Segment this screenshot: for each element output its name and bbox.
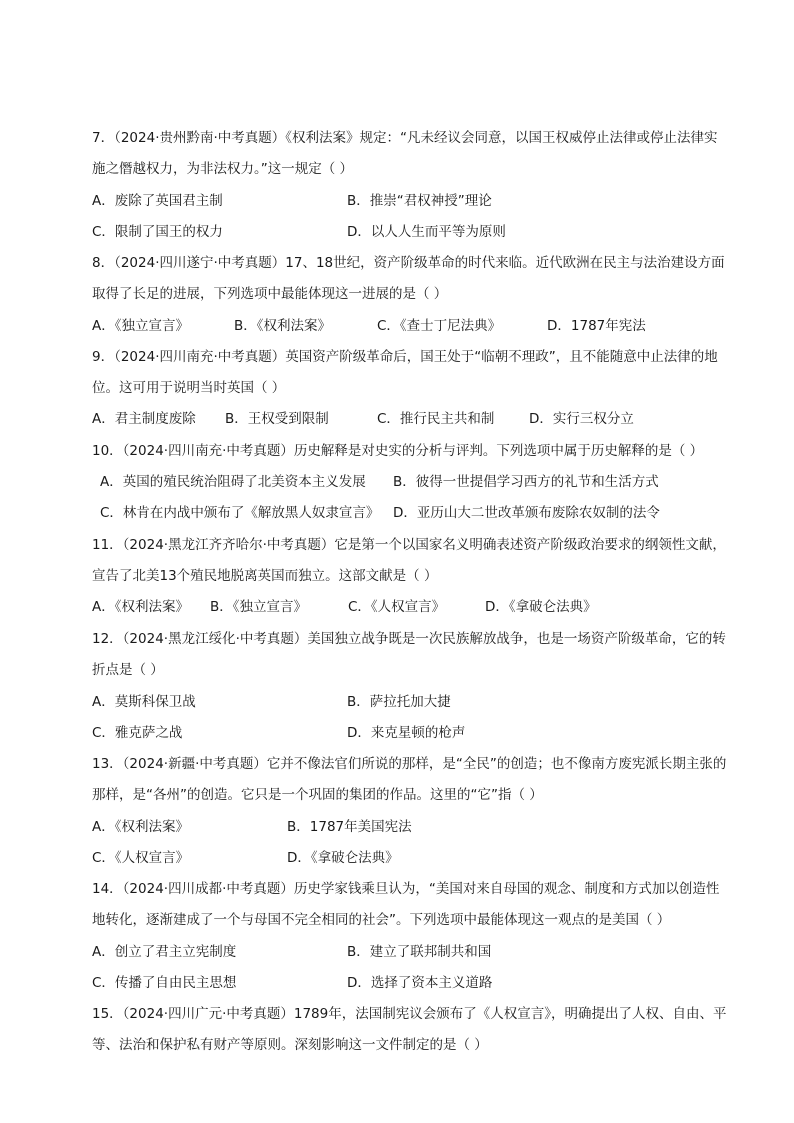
question-11-stem-line-1: 11．（2024·黑龙江齐齐哈尔·中考真题）它是第一个以国家名义明确表述资产阶级政治要求的纲领性文献， [92, 537, 726, 553]
question-9-option-a[interactable]: A．君主制度废除 [92, 411, 196, 427]
question-10-option-c[interactable]: C．林肯在内战中颁布了《解放黑人奴隶宣言》 [100, 505, 380, 521]
question-10-option-a[interactable]: A．英国的殖民统治阻碍了北美资本主义发展 [100, 474, 366, 490]
question-13-option-b[interactable]: B．1787年美国宪法 [287, 819, 412, 835]
question-8-stem-line-1: 8．（2024·四川遂宁·中考真题）17、18世纪，资产阶级革命的时代来临。近代欧洲在民主与法治建设方面 [92, 255, 725, 271]
question-14-option-a[interactable]: A．创立了君主立宪制度 [92, 944, 237, 960]
question-11-option-a[interactable]: A．《权利法案》 [92, 599, 189, 615]
question-9-option-d[interactable]: D．实行三权分立 [529, 411, 634, 427]
question-12-stem-line-1: 12．（2024·黑龙江绥化·中考真题）美国独立战争既是一次民族解放战争，也是一场资产阶级革命，它的转 [92, 631, 726, 647]
question-7-stem-line-1: 7．（2024·贵州黔南·中考真题）《权利法案》规定：“凡未经议会同意，以国王权威停止法律或停止法律实 [92, 130, 718, 146]
question-13-option-a[interactable]: A．《权利法案》 [92, 819, 189, 835]
question-13-stem-line-2: 那样，是“各州”的创造。它只是一个巩固的集团的作品。这里的“它”指（ ） [92, 787, 543, 803]
question-13-stem-line-1: 13．（2024·新疆·中考真题）它并不像法官们所说的那样，是“全民”的创造；也不像南方废宪派长期主张的 [92, 756, 727, 772]
question-11-stem-line-2: 宣告了北美13个殖民地脱离英国而独立。这部文献是（ ） [92, 568, 438, 584]
question-11-option-d[interactable]: D．《拿破仑法典》 [485, 599, 597, 615]
question-14-option-c[interactable]: C．传播了自由民主思想 [92, 975, 237, 991]
question-7-stem-line-2: 施之僭越权力，为非法权力。”这一规定（ ） [92, 161, 354, 177]
question-14-stem-line-1: 14．（2024·四川成都·中考真题）历史学家钱乘旦认为，“美国对来自母国的观念、制度和方式加以创造性 [92, 881, 720, 897]
question-12-option-c[interactable]: C．雅克萨之战 [92, 725, 183, 741]
question-10-option-d[interactable]: D．亚历山大二世改革颁布废除农奴制的法令 [393, 505, 660, 521]
question-13-option-d[interactable]: D．《拿破仑法典》 [287, 850, 399, 866]
question-7-option-c[interactable]: C．限制了国王的权力 [92, 224, 223, 240]
question-11-option-c[interactable]: C．《人权宣言》 [348, 599, 446, 615]
question-9-stem-line-2: 位。这可用于说明当时英国（ ） [92, 380, 286, 396]
question-8-option-b[interactable]: B．《权利法案》 [234, 318, 332, 334]
question-10-option-b[interactable]: B．彼得一世提倡学习西方的礼节和生活方式 [393, 474, 659, 490]
question-15-stem-line-2: 等、法治和保护私有财产等原则。深刻影响这一文件制定的是（ ） [92, 1037, 488, 1053]
question-12-option-d[interactable]: D．来克星顿的枪声 [347, 725, 466, 741]
question-7-option-d[interactable]: D．以人人生而平等为原则 [347, 224, 506, 240]
question-14-stem-line-2: 地转化，逐渐建成了一个与母国不完全相同的社会”。下列选项中最能体现这一观点的是美国（ ） [92, 912, 671, 928]
question-8-stem-line-2: 取得了长足的进展，下列选项中最能体现这一进展的是（ ） [92, 286, 448, 302]
question-7-option-a[interactable]: A．废除了英国君主制 [92, 193, 223, 209]
question-12-stem-line-2: 折点是（ ） [92, 662, 164, 678]
question-8-option-d[interactable]: D．1787年宪法 [547, 318, 646, 334]
question-7-option-b[interactable]: B．推崇“君权神授”理论 [347, 193, 492, 209]
question-14-option-d[interactable]: D．选择了资本主义道路 [347, 975, 493, 991]
question-9-option-b[interactable]: B．王权受到限制 [225, 411, 329, 427]
question-11-option-b[interactable]: B．《独立宣言》 [210, 599, 308, 615]
question-10-stem-line-1: 10．（2024·四川南充·中考真题）历史解释是对史实的分析与评判。下列选项中属于历史解释的是（ ） [92, 443, 704, 459]
question-8-option-a[interactable]: A．《独立宣言》 [92, 318, 189, 334]
question-15-stem-line-1: 15．（2024·四川广元·中考真题）1789年，法国制宪议会颁布了《人权宣言》，明确提出了人权、自由、平 [92, 1006, 727, 1022]
question-9-stem-line-1: 9．（2024·四川南充·中考真题）英国资产阶级革命后，国王处于“临朝不理政”，且不能随意中止法律的地 [92, 349, 718, 365]
question-12-option-a[interactable]: A．莫斯科保卫战 [92, 694, 196, 710]
question-12-option-b[interactable]: B．萨拉托加大捷 [347, 694, 451, 710]
question-13-option-c[interactable]: C．《人权宣言》 [92, 850, 190, 866]
question-8-option-c[interactable]: C．《查士丁尼法典》 [377, 318, 502, 334]
question-9-option-c[interactable]: C．推行民主共和制 [377, 411, 495, 427]
question-14-option-b[interactable]: B．建立了联邦制共和国 [347, 944, 492, 960]
